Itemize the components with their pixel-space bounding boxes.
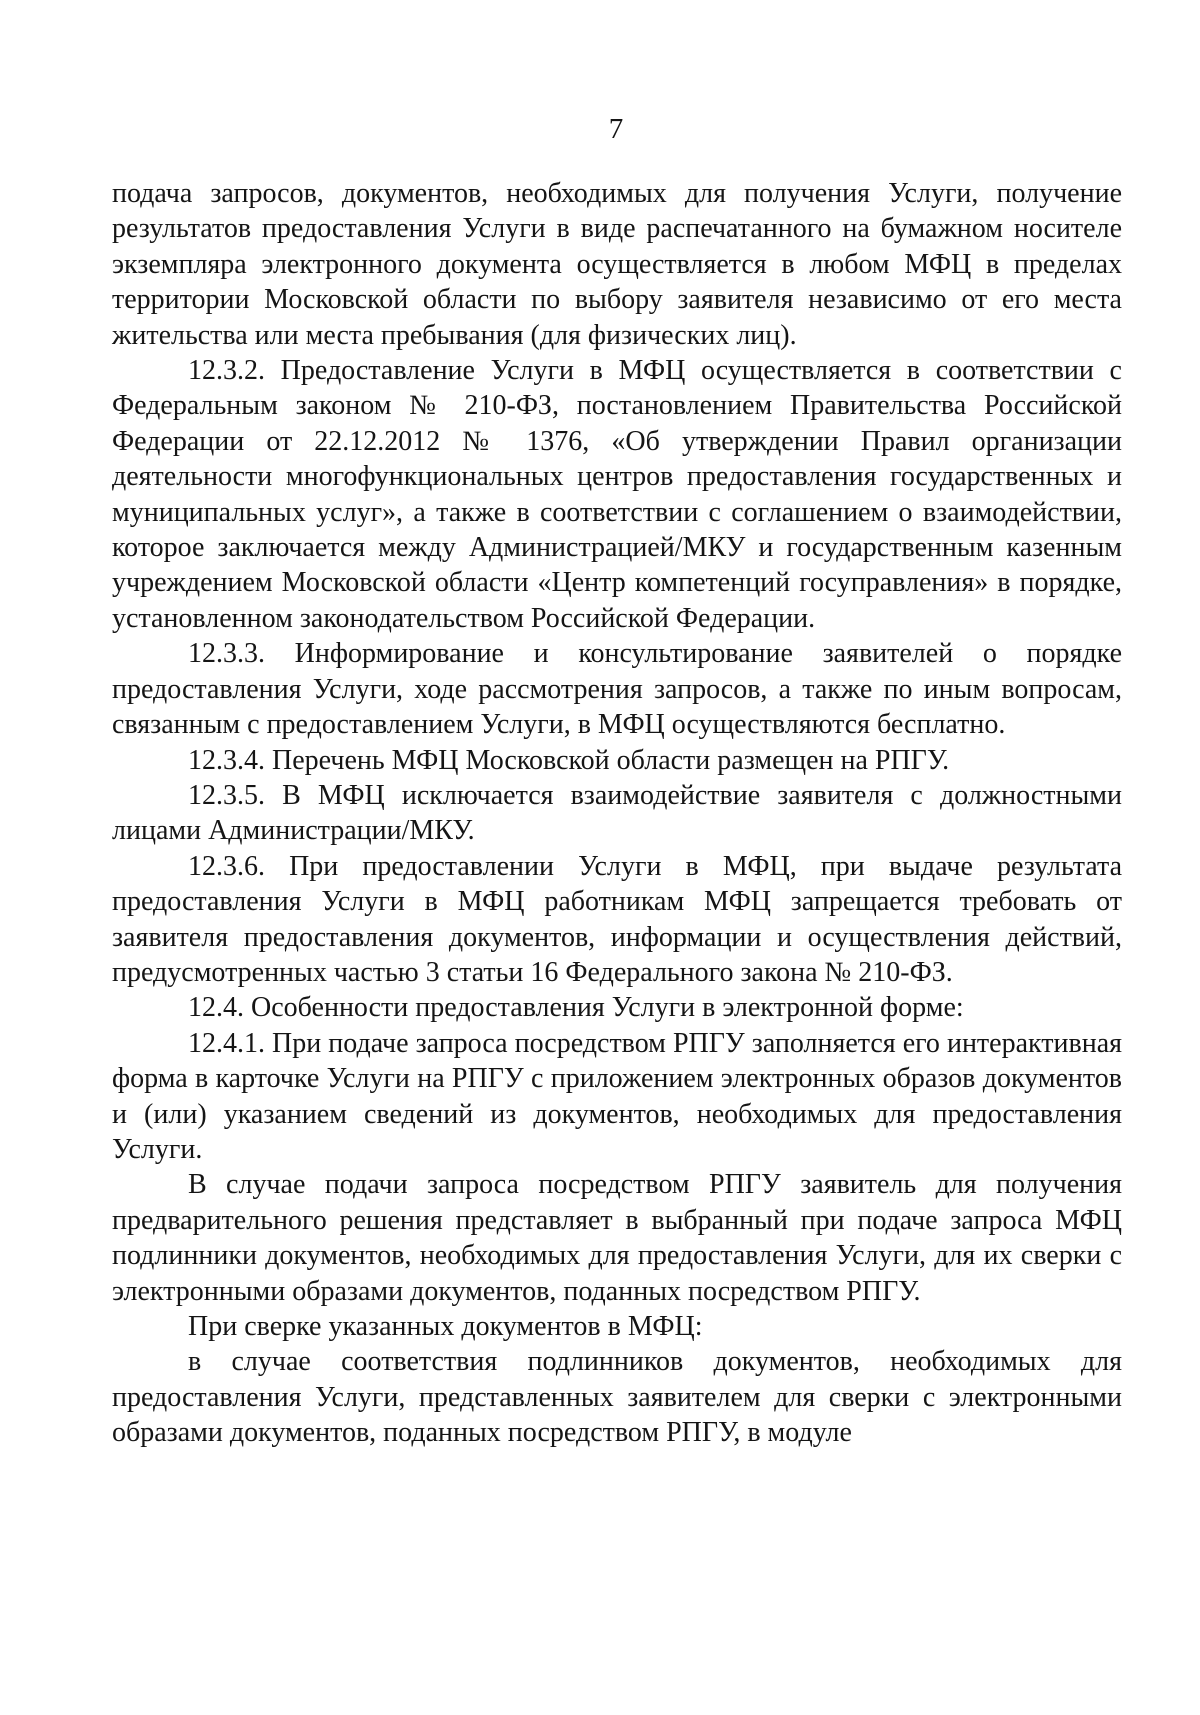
paragraph-12-3-6: 12.3.6. При предоставлении Услуги в МФЦ, при выдаче результата предоставления Услуги в МФЦ работникам МФЦ запрещается требовать от заявителя предоставления документов, информации и осуществления действий, предусмотренных частью 3 статьи 16 Федерального закона № 210-ФЗ. [112,850,1122,988]
paragraph-verification-intro: При сверке указанных документов в МФЦ: [188,1311,703,1342]
paragraph-12-3-2: 12.3.2. Предоставление Услуги в МФЦ осуществляется в соответствии с Федеральным законом № 210-ФЗ, постановлением Правительства Российской Федерации от 22.12.2012 № 1376, «Об утверждении Правил организации деятельности многофункциональных центров предоставления государственных и муниципальных услуг», а также в соответствии с соглашением о взаимодействии, которое заключается между Администрацией/МКУ и государственным казенным учреждением Московской области «Центр компетенций госуправления» в порядке, установленном законодательством Российской Федерации. [112,355,1122,634]
document-body [112,176,1122,1451]
paragraph-12-4-1: 12.4.1. При подаче запроса посредством РПГУ заполняется его интерактивная форма в карточке Услуги на РПГУ с приложением электронных образов документов и (или) указанием сведений из документов, необходимых для предоставления Услуги. [112,1027,1122,1165]
paragraph-12-3-3: 12.3.3. Информирование и консультирование заявителей о порядке предоставления Услуги, ходе рассмотрения запросов, а также по иным вопросам, связанным с предоставлением Услуги, в МФЦ осуществляются бесплатно. [112,638,1122,741]
page-number: 7 [608,113,624,145]
paragraph-continuation: подача запросов, документов, необходимых для получения Услуги, получение результатов предоставления Услуги в виде распечатанного на бумажном носителе экземпляра электронного документа осуществляется в любом МФЦ в пределах территории Московской области по выбору заявителя независимо от его места жительства или места пребывания (для физических лиц). [112,178,1122,351]
paragraph-12-4: 12.4. Особенности предоставления Услуги в электронной форме: [188,992,964,1024]
paragraph-rpgu-submission: В случае подачи запроса посредством РПГУ заявитель для получения предварительного решения представляет в выбранный при подаче запроса МФЦ подлинники документов, необходимых для предоставления Услуги, для их сверки с электронными образами документов, поданных посредством РПГУ. [112,1169,1122,1307]
paragraph-12-3-5: 12.3.5. В МФЦ исключается взаимодействие заявителя с должностными лицами Администрации/МКУ. [112,779,1122,847]
paragraph-verification-case: в случае соответствия подлинников документов, необходимых для предоставления Услуги, представленных заявителем для сверки с электронными образами документов, поданных посредством РПГУ, в модуле [112,1346,1122,1449]
paragraph-12-3-4: 12.3.4. Перечень МФЦ Московской области размещен на РПГУ. [188,744,950,776]
